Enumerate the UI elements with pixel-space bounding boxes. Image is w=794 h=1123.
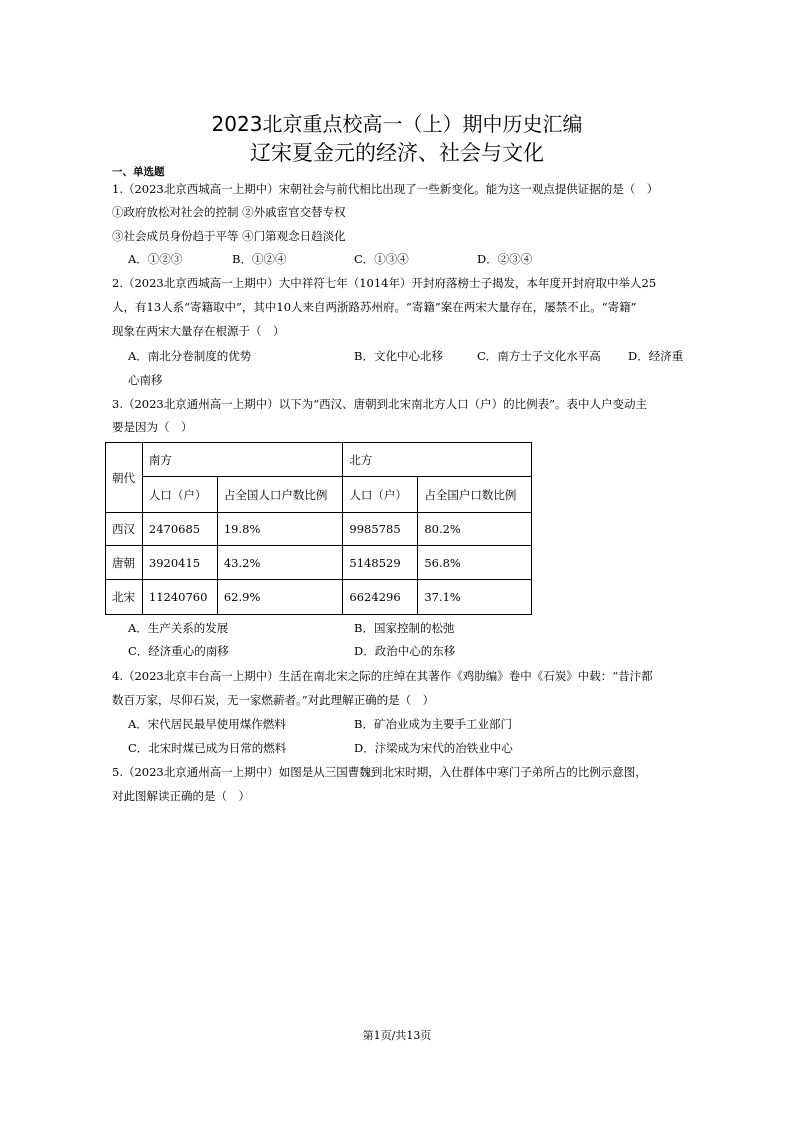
table-cell: 56.8% bbox=[418, 546, 532, 580]
q1-option-a: A．①②③ bbox=[128, 252, 183, 266]
q2-stem-line2: 人，有13人系“寄籍取中”，其中10人来自两浙路苏州府。“寄籍”案在两宋大量存在，屡禁不止。“寄籍” bbox=[112, 300, 637, 314]
q3-option-c: C．经济重心的南移 bbox=[128, 644, 229, 658]
table-cell: 11240760 bbox=[142, 580, 217, 615]
q2-option-d: D．经济重 bbox=[628, 349, 684, 363]
q4-option-c: C．北宋时煤已成为日常的燃料 bbox=[128, 741, 287, 755]
q2-option-d-cont: 心南移 bbox=[128, 373, 163, 387]
header-south: 南方 bbox=[142, 443, 343, 477]
q1-statements-2: ③社会成员身份趋于平等 ④门第观念日趋淡化 bbox=[112, 229, 346, 243]
document-title: 2023北京重点校高一（上）期中历史汇编 bbox=[211, 112, 583, 136]
q2-option-a: A．南北分卷制度的优势 bbox=[128, 349, 252, 363]
q4-stem-line2: 数百万家，尽仰石炭，无一家燃薪者。”对此理解正确的是（ ） bbox=[112, 693, 435, 707]
table-row bbox=[106, 580, 532, 615]
q3-option-a: A．生产关系的发展 bbox=[128, 621, 229, 635]
section-heading: 一、单选题 bbox=[112, 166, 165, 178]
subheader-north-ratio: 占全国户口数比例 bbox=[418, 477, 532, 513]
page-number: 第1页/共13页 bbox=[362, 1029, 432, 1042]
q4-option-a: A．宋代居民最早使用煤作燃料 bbox=[128, 717, 286, 731]
q3-stem-line2: 要是因为（ ） bbox=[112, 420, 193, 434]
q2-stem-line1: 2.（2023北京西城高一上期中）大中祥符七年（1014年）开封府落榜士子揭发，本年度开封府取中举人25 bbox=[112, 276, 657, 290]
q4-stem-line1: 4.（2023北京丰台高一上期中）生活在南北宋之际的庄绰在其著作《鸡肋编》卷中《石炭》中载：“昔汴都 bbox=[112, 669, 653, 683]
table-cell: 2470685 bbox=[142, 513, 217, 546]
table-subheader-row bbox=[106, 477, 532, 513]
q3-option-b: B．国家控制的松弛 bbox=[354, 621, 455, 635]
table-cell: 唐朝 bbox=[106, 546, 143, 580]
table-header-row bbox=[106, 443, 532, 477]
table-cell: 62.9% bbox=[217, 580, 343, 615]
header-north: 北方 bbox=[343, 443, 532, 477]
table-cell: 5148529 bbox=[343, 546, 418, 580]
q2-option-c: C．南方士子文化水平高 bbox=[477, 349, 601, 363]
table-cell: 37.1% bbox=[418, 580, 532, 615]
q1-stem: 1.（2023北京西城高一上期中）宋朝社会与前代相比出现了一些新变化。能为这一观点提供证据的是（ ） bbox=[112, 182, 659, 196]
table-cell: 西汉 bbox=[106, 513, 143, 546]
document-subtitle: 辽宋夏金元的经济、社会与文化 bbox=[250, 141, 544, 165]
q4-option-d: D．汴梁成为宋代的冶铁业中心 bbox=[354, 741, 513, 755]
table-row bbox=[106, 546, 532, 580]
subheader-south-households: 人口（户） bbox=[142, 477, 217, 513]
q1-option-c: C．①③④ bbox=[354, 252, 409, 266]
table-cell: 6624296 bbox=[343, 580, 418, 615]
q1-option-d: D．②③④ bbox=[477, 252, 533, 266]
population-table bbox=[105, 442, 532, 615]
header-dynasty: 朝代 bbox=[106, 443, 143, 513]
table-cell: 80.2% bbox=[418, 513, 532, 546]
q2-option-b: B．文化中心北移 bbox=[354, 349, 443, 363]
table-row bbox=[106, 513, 532, 546]
subheader-north-households: 人口（户） bbox=[343, 477, 418, 513]
q1-statements-1: ①政府放松对社会的控制 ②外戚宦官交替专权 bbox=[112, 205, 346, 219]
q3-stem-line1: 3.（2023北京通州高一上期中）以下为“西汉、唐朝到北宋南北方人口（户）的比例表”。表中人户变动主 bbox=[112, 397, 647, 411]
q1-option-b: B．①②④ bbox=[232, 252, 287, 266]
table-cell: 北宋 bbox=[106, 580, 143, 615]
table-cell: 3920415 bbox=[142, 546, 217, 580]
table-cell: 19.8% bbox=[217, 513, 343, 546]
table-cell: 43.2% bbox=[217, 546, 343, 580]
q5-stem-line1: 5.（2023北京通州高一上期中）如图是从三国曹魏到北宋时期，入仕群体中寒门子弟所占的比例示意图， bbox=[112, 765, 647, 779]
q3-option-d: D．政治中心的东移 bbox=[354, 644, 456, 658]
q2-stem-line3: 现象在两宋大量存在根源于（ ） bbox=[112, 324, 285, 338]
q5-stem-line2: 对此图解读正确的是（ ） bbox=[112, 789, 250, 803]
subheader-south-ratio: 占全国人口户数比例 bbox=[217, 477, 343, 513]
table-cell: 9985785 bbox=[343, 513, 418, 546]
q4-option-b: B．矿冶业成为主要手工业部门 bbox=[354, 717, 512, 731]
